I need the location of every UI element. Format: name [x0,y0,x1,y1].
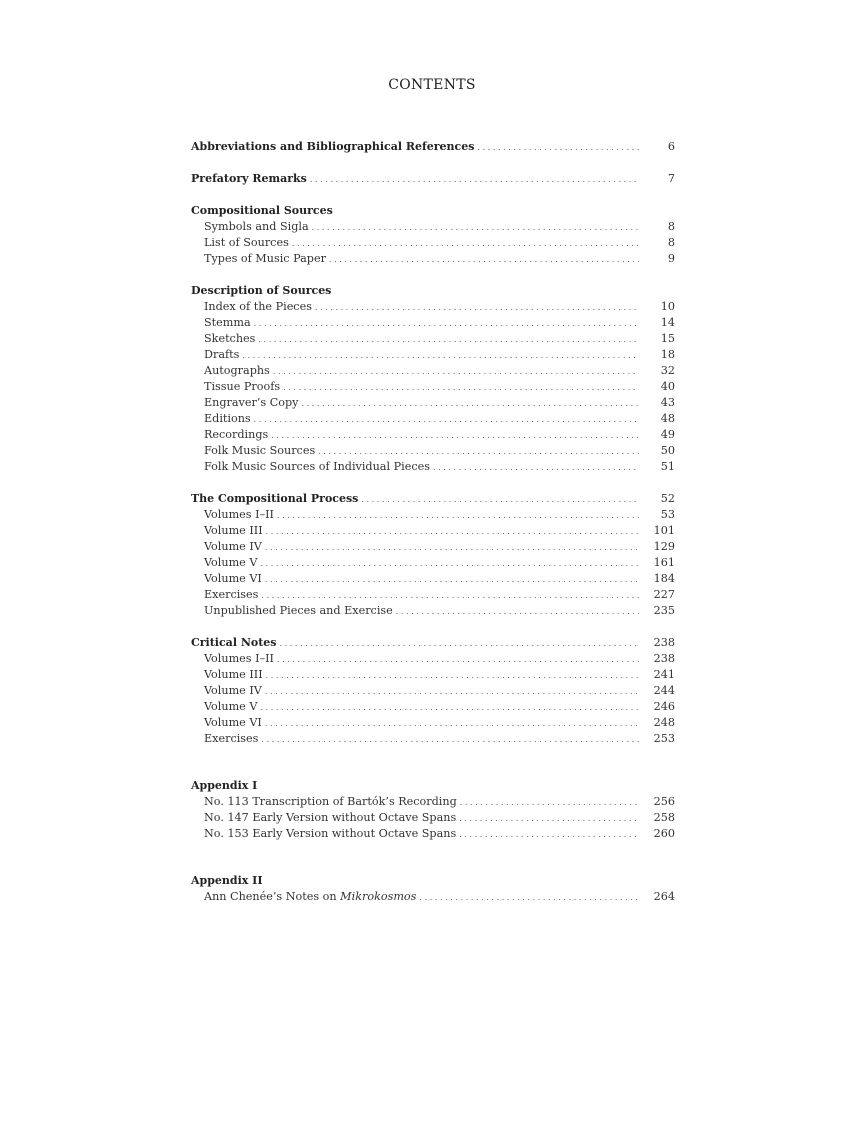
dot-leader [265,540,639,556]
dot-leader [265,684,639,700]
section-compositional-process [191,491,675,619]
dot-leader [292,236,639,252]
toc-entry[interactable] [191,810,675,826]
toc-entry[interactable] [191,459,675,475]
page-title: CONTENTS [388,77,476,93]
dot-leader [318,444,639,460]
toc-entry-label: Autographs [204,364,270,377]
page-number: 49 [660,428,675,441]
page-number: 6 [667,140,675,153]
page-number: 235 [653,604,675,617]
section-critical-notes [191,635,675,747]
toc-entry-label: Prefatory Remarks [191,172,307,185]
toc-entry-label: Engraver’s Copy [204,396,299,409]
toc-entry[interactable] [191,571,675,587]
page-number: 238 [653,652,675,665]
dot-leader [258,332,639,348]
toc-entry[interactable] [191,539,675,555]
page-number: 52 [660,492,675,505]
toc-entry-label: List of Sources [204,236,289,249]
dot-leader [277,508,639,524]
dot-leader [310,172,639,188]
toc-entry-label: The Compositional Process [191,492,359,505]
toc-entry-label: Critical Notes [191,636,277,649]
dot-leader [460,795,639,811]
dot-leader [459,827,639,843]
toc-entry-label: Folk Music Sources of Individual Pieces [204,460,430,473]
toc-entry-label [191,889,419,905]
page-number: 248 [653,716,675,729]
toc-entry-label: Stemma [204,316,251,329]
toc-entry-label: Exercises [204,732,259,745]
toc-entry[interactable] [191,235,675,251]
toc-entry-label: Volume IV [204,684,262,697]
page-number: 10 [660,300,675,313]
dot-leader [361,492,639,508]
toc-entry[interactable] [191,315,675,331]
toc-entry-label: Volume III [204,668,263,681]
section-compositional-sources [191,203,675,267]
toc-entry-label: Unpublished Pieces and Exercise [204,604,393,617]
page-number: 50 [660,444,675,457]
page-number: 256 [653,795,675,808]
table-of-contents [191,139,675,905]
page-number: 244 [653,684,675,697]
page-number: 241 [653,668,675,681]
toc-entry-label: Volume VI [204,716,262,729]
page-number: 8 [667,236,675,249]
section-appendix-2 [191,873,675,905]
dot-leader [265,572,639,588]
dot-leader [266,524,639,540]
page-number: 15 [660,332,675,345]
dot-leader [329,252,639,268]
page-number: 184 [653,572,675,585]
page-number: 51 [660,460,675,473]
toc-entry-label-prefix: Ann Chenée’s Notes on [204,890,341,903]
toc-entry[interactable] [191,555,675,571]
section-heading: Compositional Sources [191,204,333,217]
dot-leader [419,890,639,906]
dot-leader [301,396,639,412]
toc-entry-label: Types of Music Paper [204,252,326,265]
toc-entry-label: Recordings [204,428,269,441]
toc-entry-label: Folk Music Sources [204,444,316,457]
toc-entry[interactable] [191,363,675,379]
toc-entry[interactable] [191,219,675,235]
dot-leader [433,460,639,476]
dot-leader [271,428,639,444]
page-number: 161 [653,556,675,569]
toc-entry-label: Drafts [204,348,240,361]
page-number: 101 [653,524,675,537]
toc-entry-label: Index of the Pieces [204,300,312,313]
toc-entry-label: Abbreviations and Bibliographical References [191,140,475,153]
toc-entry-label: Volume VI [204,572,262,585]
section-appendix-1 [191,778,675,842]
toc-entry[interactable] [191,443,675,459]
toc-entry[interactable] [191,379,675,395]
page-number: 129 [653,540,675,553]
toc-entry[interactable] [191,427,675,443]
toc-entry-label-title: Mikrokosmos [340,890,417,903]
toc-entry-label: Volume IV [204,540,262,553]
dot-leader [273,364,639,380]
toc-entry[interactable] [191,507,675,523]
dot-leader [261,732,639,748]
toc-entry-compositional-process[interactable] [191,491,675,507]
toc-entry-label: Volumes I–II [204,508,274,521]
section-heading: Appendix I [191,779,258,792]
toc-entry[interactable] [191,299,675,315]
dot-leader [477,140,639,156]
dot-leader [254,412,639,428]
page-number: 258 [653,811,675,824]
page-number: 43 [660,396,675,409]
toc-entry-label: Volumes I–II [204,652,274,665]
toc-entry[interactable] [191,699,675,715]
dot-leader [283,380,639,396]
toc-entry[interactable] [191,715,675,731]
toc-entry-label: No. 153 Early Version without Octave Spans [204,827,457,840]
page-number: 8 [667,220,675,233]
dot-leader [266,668,639,684]
toc-entry-label: No. 113 Transcription of Bartók’s Recording [204,795,457,808]
page-number: 260 [653,827,675,840]
dot-leader [459,811,639,827]
page-number: 246 [653,700,675,713]
toc-entry-label: Volume III [204,524,263,537]
toc-entry[interactable] [191,347,675,363]
toc-entry-label: Exercises [204,588,259,601]
toc-entry-prefatory-remarks[interactable] [191,171,675,187]
dot-leader [280,636,640,652]
dot-leader [312,220,639,236]
toc-entry[interactable] [191,331,675,347]
dot-leader [260,700,639,716]
toc-entry[interactable] [191,794,675,810]
toc-entry-label: Editions [204,412,251,425]
page-number: 253 [653,732,675,745]
page-number: 32 [660,364,675,377]
page-number: 9 [667,252,675,265]
toc-entry[interactable] [191,587,675,603]
toc-entry[interactable] [191,651,675,667]
toc-entry[interactable] [191,826,675,842]
dot-leader [254,316,639,332]
toc-entry-label: Tissue Proofs [204,380,281,393]
page-number: 40 [660,380,675,393]
toc-entry[interactable] [191,411,675,427]
dot-leader [315,300,639,316]
toc-entry-label: Volume V [204,556,258,569]
toc-entry[interactable] [191,603,675,619]
toc-entry-label: Sketches [204,332,256,345]
page-number: 53 [660,508,675,521]
toc-entry[interactable] [191,731,675,747]
toc-entry[interactable] [191,667,675,683]
page-number: 238 [653,636,675,649]
page-number: 227 [653,588,675,601]
toc-entry[interactable] [191,395,675,411]
page-number: 18 [660,348,675,361]
toc-entry-label: Volume V [204,700,258,713]
section-heading: Description of Sources [191,284,332,297]
toc-entry[interactable] [191,683,675,699]
dot-leader [242,348,639,364]
toc-entry-abbreviations[interactable] [191,139,675,155]
toc-entry-label: No. 147 Early Version without Octave Spans [204,811,457,824]
toc-entry[interactable] [191,889,675,905]
section-heading: Appendix II [191,874,263,887]
page-number: 264 [653,890,675,903]
toc-entry[interactable] [191,523,675,539]
toc-entry-critical-notes[interactable] [191,635,675,651]
dot-leader [260,556,639,572]
toc-entry[interactable] [191,251,675,267]
section-description-of-sources [191,283,675,475]
toc-entry-label: Symbols and Sigla [204,220,309,233]
page-number: 14 [660,316,675,329]
dot-leader [277,652,639,668]
dot-leader [265,716,639,732]
dot-leader [396,604,639,620]
dot-leader [261,588,639,604]
page-number: 48 [660,412,675,425]
page-number: 7 [667,172,675,185]
